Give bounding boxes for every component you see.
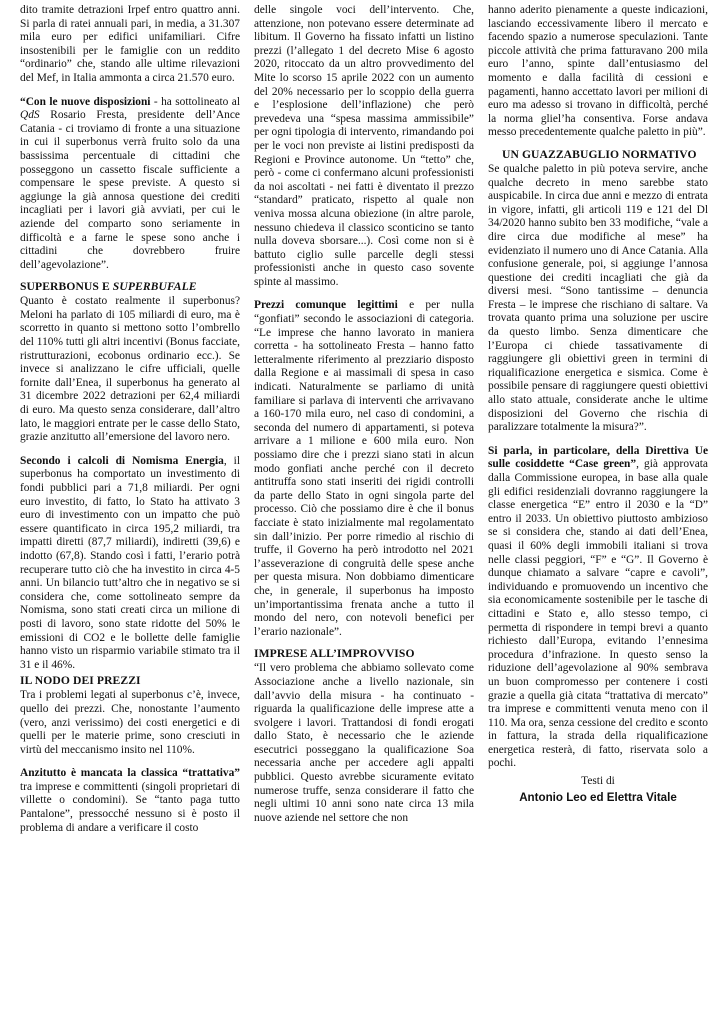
paragraph: Tra i problemi legati al superbonus c’è, invece, quello dei prezzi. Che, nonostante l’aumento (vero, anzi verissimo) dei costi energetici e di quelli per le materie prime, sono cresciuti in virtù del meccanismo insito nel 110%. (20, 689, 240, 756)
lead-in: Secondo i calcoli di Nomisma Energia (20, 454, 224, 467)
column-3 (488, 4, 708, 1024)
paragraph: Se qualche paletto in più poteva servire, anche qualche decreto in meno sarebbe stato auspicabile. In circa due anni e mezzo di entrata in vigore, infatti, gli articoli 119 e 121 del Dl 34/2020 hanno subito ben 33 modifiche, “vale a dire circa due modifiche al mese” ha evidenziato il numero uno di Ance Catania. Alla confusione generale, poi, si aggiunge l’annosa questione dei crediti incagliati che già da diversi mesi. “Sono tantissime – denuncia Fresta – le imprese che rischiano di saltare. Va trovata quanto prima una soluzione per uscire da questo limbo. Senza dimenticare che l’Europa ci chiede tassativamente di raggiungere gli obiettivi green in termini di riqualificazione energetica e sismica. Come è possibile pensare di raggiungere questi obiettivi allo stato attuale, considerate anche le ultime disposizioni del Governo che rischia di paralizzare totalmente la misura?”. (488, 162, 708, 434)
section-heading: IMPRESE ALL’IMPROVVISO (254, 647, 415, 661)
paragraph (488, 445, 708, 771)
column-1 (20, 4, 240, 1024)
column-2 (254, 4, 474, 1024)
paragraph (20, 455, 240, 673)
paragraph: delle singole voci dell’intervento. Che, attenzione, non potevano essere determinate ad libitum. Il Governo ha fissato infatti un listino prezzi (l’allegato 1 del decreto Mise 6 agosto 2020, ritoccato da un altro provvedimento del Mite lo scorso 15 aprile 2022 con un aumento del 20% necessario per lo scoppio della guerra e l’esplosione dell’inflazione) che però prevedeva una “spesa massima ammissibile” per ogni tipologia di intervento, rimandando poi per le voci non previste ai listini predisposti da Regioni e Province autonome. Un “tetto” che, però - come ci confermano alcuni professionisti da noi ascoltati - nei fatti è diventato il prezzo “standard” praticato, rispetto al quale non veniva mossa alcuna obiezione (in altre parole, nessuno chiedeva il classico sconticino se tanto nulla doveva sborsare...). Così come non si è battuto ciglio sulle parcelle degli stessi professionisti anche in questo caso sovente spinte al massimo. (254, 4, 474, 288)
byline-label: Testi di (581, 775, 615, 788)
paragraph-text: tra imprese e committenti (singoli proprietari di villette o condomini). Se “tanto paga tutto Pantalone”, pressocché nessuno si è posto il problema di andare a verificare il costo (20, 780, 240, 834)
lead-in: Anzitutto è mancata la classica “trattativa” (20, 767, 240, 780)
paragraph (20, 96, 240, 273)
paragraph (20, 767, 240, 835)
section-heading: IL NODO DEI PREZZI (20, 674, 141, 688)
lead-in: Prezzi comunque legittimi (254, 299, 398, 312)
heading-text-italic: SUPERBUFALE (112, 280, 197, 294)
paragraph: “Il vero problema che abbiamo sollevato come Associazione anche a livello nazionale, sin dall’avvio della misura - ha continuato - riguarda la qualificazione delle imprese atte a svolgere i lavori. Trattandosi di fondi erogati dallo Stato, è necessario che le aziende esecutrici posseggano la qualificazione Soa necessaria anche per accedere agli appalti pubblici. Questo avrebbe sicuramente evitato numerose truffe, senza considerare il fatto che negli ultimi 10 anni sono nate circa 13 mila nuove aziende nel settore che non (254, 662, 474, 824)
paragraph: dito tramite detrazioni Irpef entro quattro anni. Si parla di ratei annuali pari, in media, a 31.307 mila euro per edifici unifamiliari. Cifre insostenibili per le famiglie con un reddito “ordinario” che, stando alle ultime rilevazioni del Mef, in Italia ammonta a circa 21.570 euro. (20, 4, 240, 84)
paragraph (254, 299, 474, 639)
section-heading (20, 280, 240, 293)
paragraph-text: , già approvata dalla Commissione europea, in base alla quale gli edifici residenziali dovranno raggiungere la classe energetica “E” entro il 2030 e la “D” entro il 2033. Un obiettivo piuttosto ambizioso se si considera che, stando ai dati dell’Enea, quasi il 60% degli immobili italiani si trova nelle classi peggiori, “F” e “G”. Il Governo è dunque chiamato a salvare “capre e cavoli”, individuando e promuovendo un incentivo che sia economicamente sostenibile per le tasche di cittadini e Stato e, allo stesso tempo, ci permetta di rispondere in tempi brevi a quanto richiesto dall’Europa, evitando l’ennesima procedura d’infrazione. In questo senso la riduzione dell’agevolazione al 90% sembrava un buon compromesso per contenere i costi grazie a quella già citata “trattativa di mercato” tra imprese e committenti venuta meno con il 110. Ma ora, senza cessione del credito e sconto in fattura, la strada della riqualificazione energetica resterà, di fatto, riservata solo a pochi. (488, 458, 708, 770)
byline-authors: Antonio Leo ed Elettra Vitale (519, 791, 677, 805)
paragraph-text: Rosario Fresta, presidente dell’Ance Catania - ci troviamo di fronte a una situazione in cui il superbonus verrà fruito solo da una bassissima percentuale di cittadini che posseggono un cassetto fiscale sufficiente a compensare le spese previste. A questo si aggiunge la già annosa questione dei crediti incagliati per i lavori già avviati, per cui le aziende del comparto sono seriamente in difficoltà e a farne le spese sono anche i cittadini che dovrebbero fruire dell’agevolazione”. (20, 109, 240, 271)
paragraph: Quanto è costato realmente il superbonus? Meloni ha parlato di 105 miliardi di euro, ma è scorretto in quanto si mettono sotto l’ombrello del 110% tutti gli altri incentivi (Bonus facciate, ristrutturazioni, ecobonus ordinario ecc.). Se invece si analizzano le cifre ufficiali, quelle fornite dall’Enea, il superbonus ha generato al 31 dicembre 2022 detrazioni per 62,4 miliardi di euro. Ma questo senza considerare, dall’altro lato, le maggiori entrate per le casse dello Stato, grazie anzitutto all’emersione del lavoro nero. (20, 295, 240, 444)
paragraph: hanno aderito pienamente a queste indicazioni, lasciando eccessivamente libero il mercato e facendo spazio a numerose speculazioni. Tante piccole attività che prima fatturavano 200 mila euro l’anno, spinte dall’entusiasmo del momento e dalla facilità di cessioni e pagamenti, hanno accettato lavori per milioni di euro ma adesso si trovano in difficoltà, perché la norma gliel’ha consentiva. Forse andava messo precedentemente qualche paletto in più”. (488, 4, 708, 139)
lead-in: Si parla, in particolare, della Direttiva Ue sulle cosiddette “Case green” (488, 444, 708, 471)
newspaper-name: QdS (20, 109, 40, 122)
lead-in: “Con le nuove disposizioni (20, 95, 151, 108)
heading-text: SUPERBONUS E (20, 280, 113, 294)
paragraph-text: - ha sottolineato al (150, 95, 240, 108)
paragraph-text: , il superbonus ha comportato un investimento di fondi pubblici pari a 71,8 miliardi. Per ogni euro investito, di fatto, lo Stato ha attivato 3 euro di investimento con un impatto che può essere quantificato in circa 195,2 miliardi, tra impatti diretti (87,7 miliardi), indiretti (39,6) e indotto (67,8). Stando così i fatti, l’erario potrà recuperare tutto ciò che ha investito in circa 4-5 anni. Un bilancio tutt’altro che in negativo se si considera che, come sottolineato sempre da Nomisma, sono stati creati circa un milione di posti di lavoro, sono state ridotte del 50% le emissioni di CO2 e le bollette delle famiglie hanno visto un risparmio variabile stimato tra il 31 e il 46%. (20, 454, 240, 671)
section-heading: UN GUAZZABUGLIO NORMATIVO (502, 147, 697, 161)
paragraph-text: e per nulla “gonfiati” secondo le associazioni di categoria. “Le imprese che hanno lavorato in maniera corretta - ha sottolineato Fresta – hanno fatto letteralmente riferimento al prezziario disposto dalla Regione e ai massimali di spesa in caso indicati. Naturalmente se parliamo di unità familiare si parlava di interventi che arrivavano a 160-170 mila euro, nel caso di condomini, a seconda del numero di appartamenti, si poteva arrivare a 1 milione e 600 mila euro. Non possiamo dire che i prezzi siano stati in alcun modo gonfiati anche perché con il decreto antitruffa sono stati inseriti dei rigidi controlli da parte dello Stato in ogni singola parte del processo. Ciò che possiamo dire è che il bonus facciate è stato inizialmente mal regolamentato sin dall’inizio. Per porre rimedio al rischio di truffe, il Governo ha però introdotto nel 2021 l’asseverazione di congruità delle spese anche per questa misura. Non dobbiamo dimenticare che, in generale, il superbonus ha imposto un’importantissima frenata anche a tutto il mondo del nero, con notevoli benefici per l’erario nazionale”. (254, 299, 474, 638)
